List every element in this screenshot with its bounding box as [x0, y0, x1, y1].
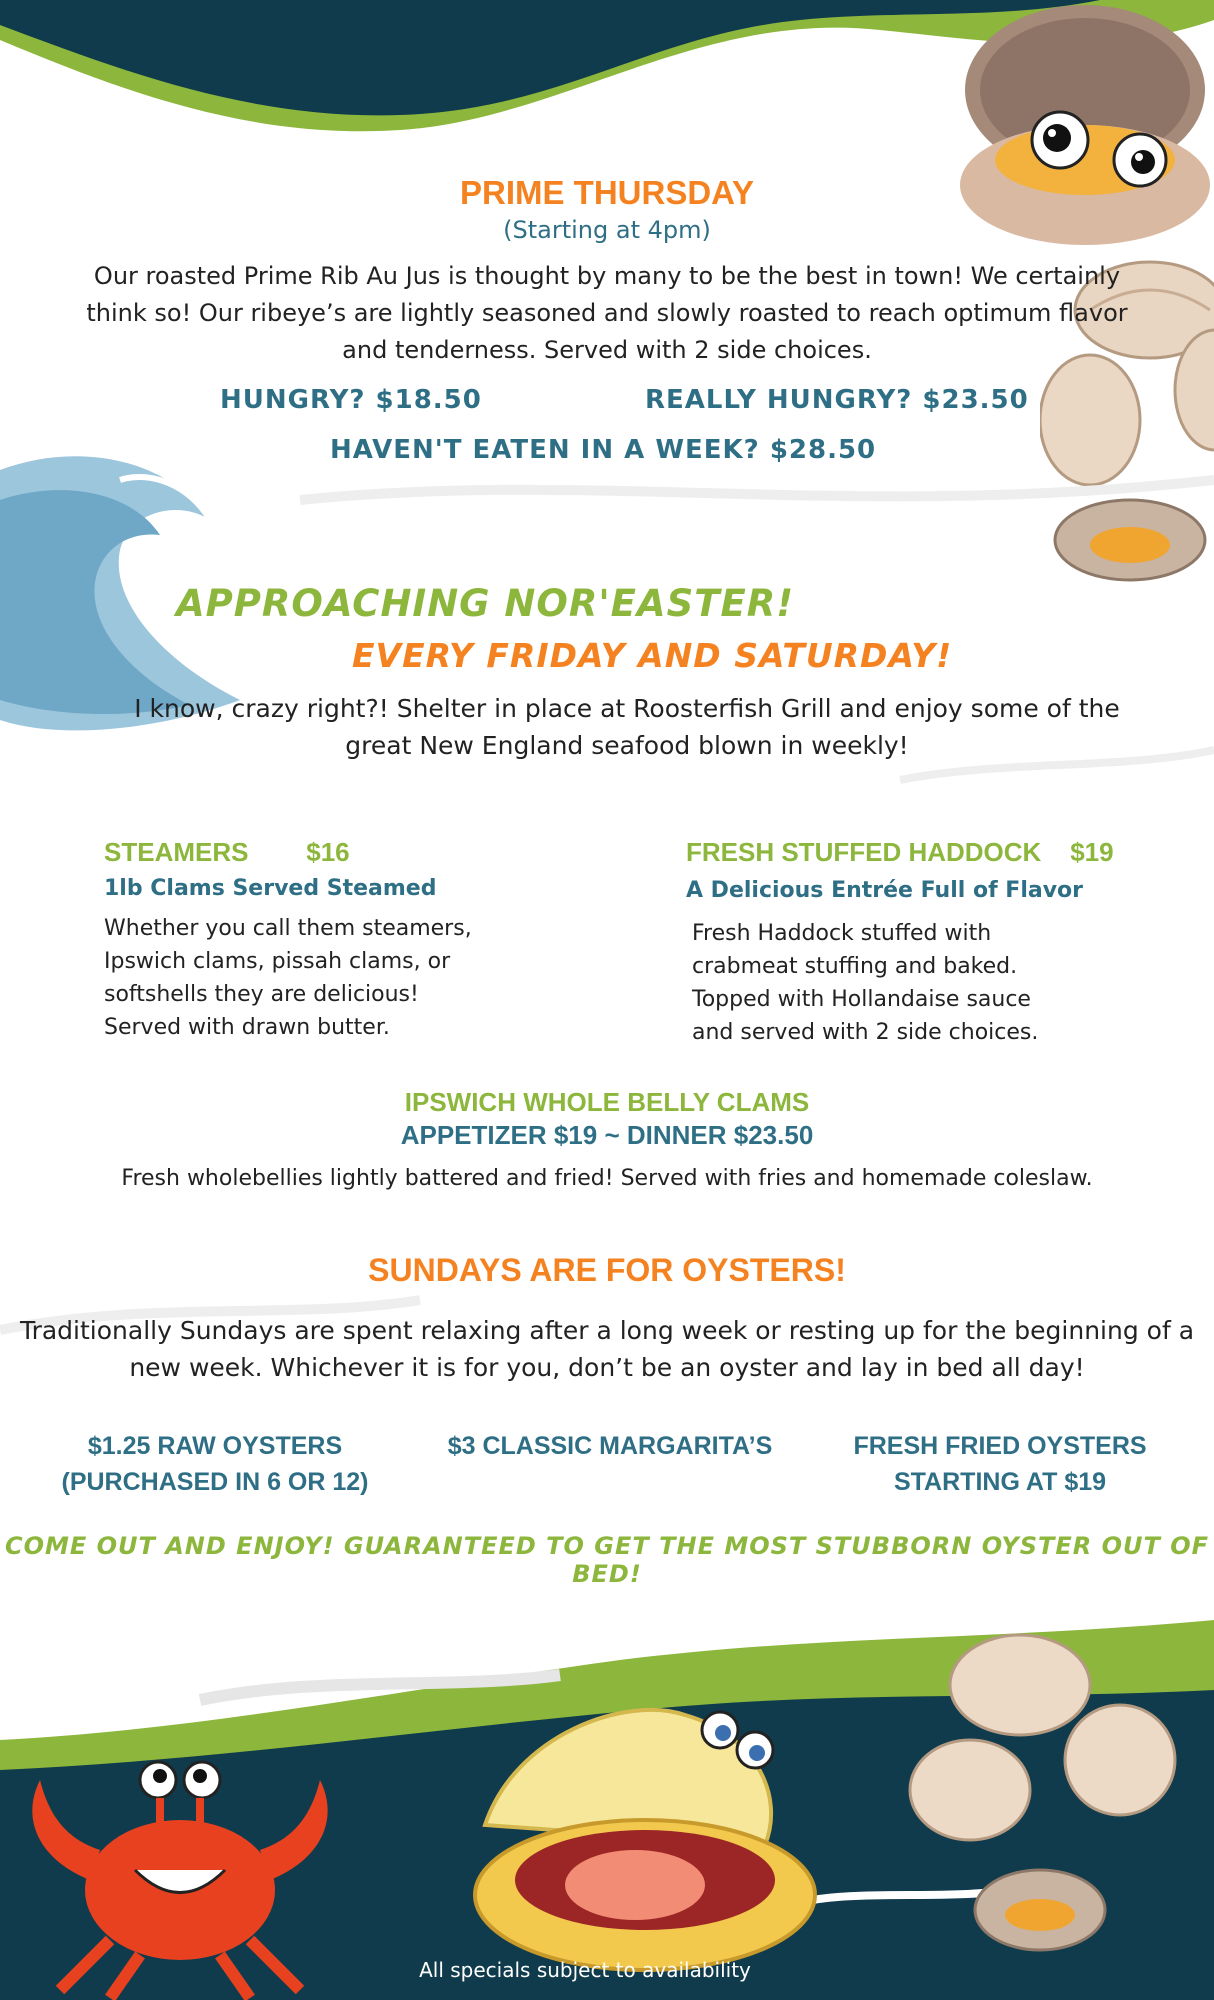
- steamers-subtitle: 1lb Clams Served Steamed: [104, 876, 437, 901]
- oysters-title: SUNDAYS ARE FOR OYSTERS!: [368, 1252, 846, 1288]
- deal-raw-oysters-price: $1.25 RAW OYSTERS: [87, 1432, 343, 1460]
- prime-thursday-title: PRIME THURSDAY: [460, 174, 754, 211]
- clams-description: Fresh wholebellies lightly battered and fried! Served with fries and homemade coleslaw.: [121, 1166, 1093, 1191]
- clams-title: IPSWICH WHOLE BELLY CLAMS: [404, 1087, 810, 1117]
- noreaster-title: APPROACHING NOR'EASTER!: [176, 582, 795, 625]
- footer-note: All specials subject to availability: [419, 1958, 751, 1982]
- open-oyster-icon: [455, 1675, 855, 1975]
- deal-raw-oysters-note: (PURCHASED IN 6 OR 12): [61, 1468, 369, 1496]
- deal-fried-oysters-price: STARTING AT $19: [893, 1468, 1107, 1496]
- deal-fried-oysters: [830, 1428, 1170, 1500]
- prime-thursday-description: Our roasted Prime Rib Au Jus is thought by many to be the best in town! We certainly think so! Our ribeye’s are lightly seasoned and slowly roasted to reach optimum flavor and tenderness. Served with 2 side choices.: [86, 262, 1128, 364]
- haddock-title: FRESH STUFFED HADDOCK $19: [686, 837, 1114, 867]
- haddock-description: Fresh Haddock stuffed with crabmeat stuffing and baked. Topped with Hollandaise sauce and served with 2 side choices.: [692, 921, 1039, 1045]
- price-really-hungry: REALLY HUNGRY? $23.50: [645, 385, 1029, 415]
- clams-prices: APPETIZER $19 ~ DINNER $23.50: [400, 1120, 814, 1150]
- oysters-description: Traditionally Sundays are spent relaxing after a long week or resting up for the beginning of a new week. Whichever it is for you, don’t be an oyster and lay in bed all day!: [19, 1316, 1195, 1382]
- deal-margaritas: $3 CLASSIC MARGARITA’S: [447, 1432, 773, 1460]
- steamers-title: STEAMERS $16: [104, 837, 350, 867]
- haddock-subtitle: A Delicious Entrée Full of Flavor: [686, 878, 1084, 903]
- clam-shell-icon: [900, 1630, 1180, 1960]
- steamers-description: Whether you call them steamers, Ipswich clams, pissah clams, or softshells they are delicious! Served with drawn butter.: [104, 916, 472, 1040]
- prime-thursday-subtitle: (Starting at 4pm): [503, 216, 711, 244]
- price-hungry: HUNGRY? $18.50: [220, 385, 482, 415]
- noreaster-description: I know, crazy right?! Shelter in place at Roosterfish Grill and enjoy some of the great New England seafood blown in weekly!: [134, 694, 1120, 760]
- noreaster-subtitle: EVERY FRIDAY AND SATURDAY!: [352, 636, 953, 675]
- price-havent-eaten: HAVEN'T EATEN IN A WEEK? $28.50: [330, 435, 877, 465]
- oysters-tagline: COME OUT AND ENJOY! GUARANTEED TO GET THE MOST STUBBORN OYSTER OUT OF BED!: [4, 1532, 1210, 1588]
- deal-fried-oysters-title: FRESH FRIED OYSTERS: [853, 1432, 1147, 1460]
- deal-raw-oysters: [40, 1428, 390, 1500]
